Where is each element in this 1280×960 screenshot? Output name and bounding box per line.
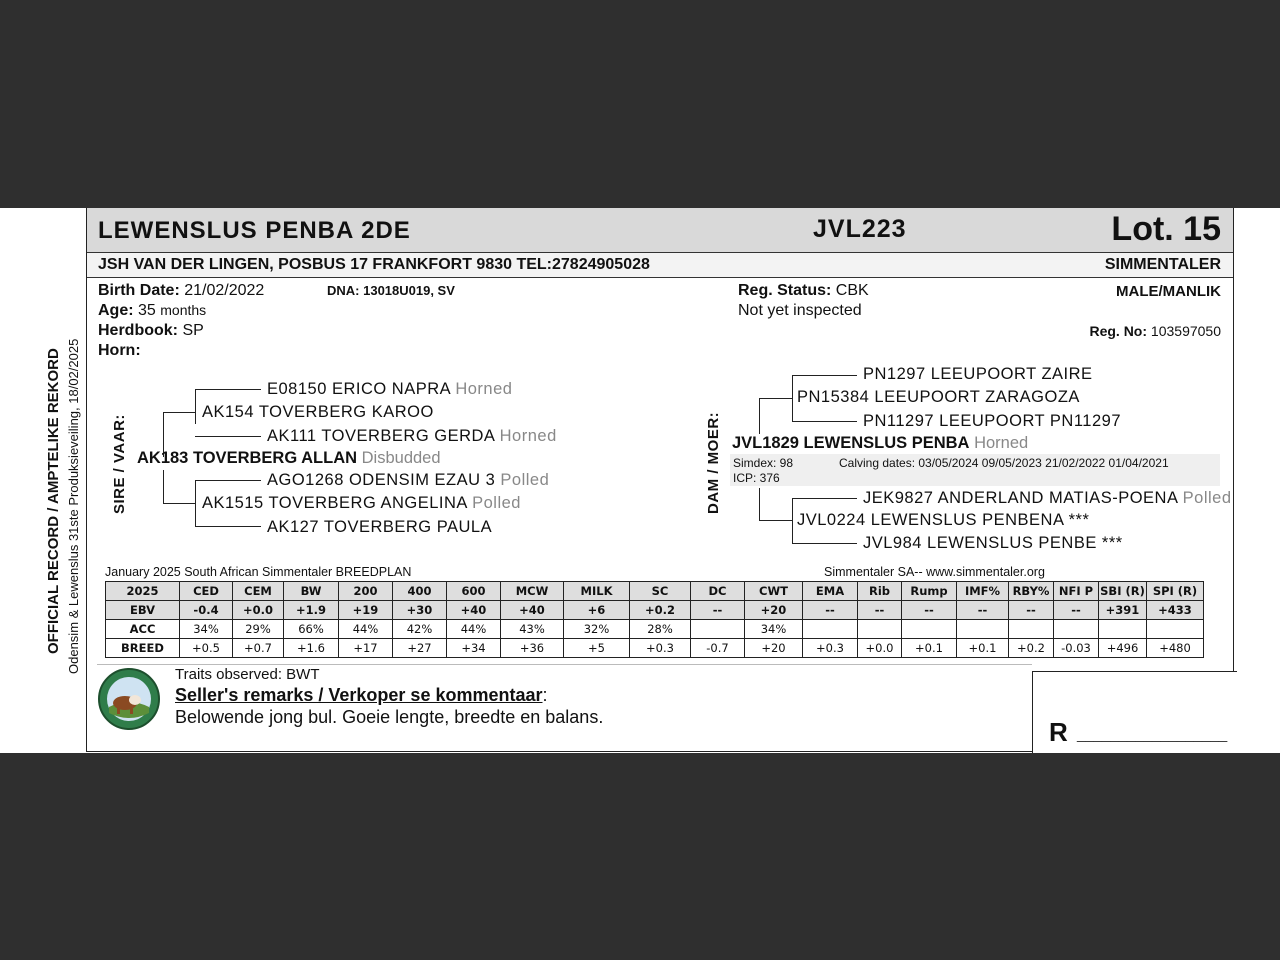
breedplan-header: Rump xyxy=(902,582,957,601)
breedplan-cell: 66% xyxy=(284,620,339,639)
breedplan-header: Rib xyxy=(858,582,902,601)
breedplan-header: CED xyxy=(180,582,233,601)
breedplan-cell: +0.0 xyxy=(233,601,284,620)
breedplan-cell: EBV xyxy=(106,601,180,620)
age-unit: months xyxy=(160,302,207,318)
breedplan-cell: +0.0 xyxy=(858,639,902,658)
sire-sire: AK154 TOVERBERG KAROO xyxy=(202,403,434,421)
dam-sire-dam: PN11297 LEEUPOORT PN11297 xyxy=(863,412,1122,430)
breedplan-header: RBY% xyxy=(1009,582,1054,601)
birth-date-value: 21/02/2022 xyxy=(184,282,265,299)
dam-dam-sire-note: Polled xyxy=(1182,489,1232,507)
official-record-label: OFFICIAL RECORD / AMPTELIKE REKORD xyxy=(45,348,62,654)
breedplan-cell: -0.03 xyxy=(1054,639,1099,658)
seller-remarks-title: Seller's remarks / Verkoper se kommentaar xyxy=(175,685,543,705)
dam-calving-dates: Calving dates: 03/05/2024 09/05/2023 21/02/2022 01/04/2021 xyxy=(839,456,1169,470)
owner-bar xyxy=(87,253,1233,278)
breedplan-cell: -- xyxy=(957,601,1009,620)
breedplan-cell: +0.2 xyxy=(1009,639,1054,658)
breedplan-header: BW xyxy=(284,582,339,601)
breedplan-header: 200 xyxy=(339,582,393,601)
breedplan-cell: +0.5 xyxy=(180,639,233,658)
inspection-status: Not yet inspected xyxy=(738,302,862,319)
lot-number: Lot. 15 xyxy=(1111,210,1221,248)
breedplan-cell: +0.3 xyxy=(630,639,691,658)
breedplan-cell: +19 xyxy=(339,601,393,620)
breedplan-cell: 44% xyxy=(339,620,393,639)
horn-label: Horn: xyxy=(98,342,141,359)
sire-name xyxy=(137,449,441,468)
breedplan-cell xyxy=(858,620,902,639)
seller-remarks-title-line xyxy=(175,685,548,706)
breedplan-header: EMA xyxy=(803,582,858,601)
dam-name-text: JVL1829 LEWENSLUS PENBA xyxy=(732,434,970,452)
breedplan-table xyxy=(105,581,1204,658)
breed-name: SIMMENTALER xyxy=(1104,256,1221,273)
breedplan-cell: +496 xyxy=(1099,639,1147,658)
breedplan-cell: 29% xyxy=(233,620,284,639)
breedplan-cell: +30 xyxy=(393,601,447,620)
sire-name-text: AK183 TOVERBERG ALLAN xyxy=(137,449,358,467)
breedplan-caption: January 2025 South African Simmentaler BREEDPLAN xyxy=(105,565,412,579)
breedplan-cell xyxy=(957,620,1009,639)
sire-sire-sire-name: E08150 ERICO NAPRA xyxy=(267,380,451,398)
breedplan-cell: +391 xyxy=(1099,601,1147,620)
breedplan-cell: +0.1 xyxy=(957,639,1009,658)
breedplan-header: SPI (R) xyxy=(1147,582,1204,601)
herdbook-value: SP xyxy=(182,322,204,339)
breedplan-cell: -- xyxy=(902,601,957,620)
sire-sire-dam xyxy=(267,427,557,446)
breedplan-cell: +34 xyxy=(447,639,501,658)
sire-sire-sire xyxy=(267,380,512,399)
sex: MALE/MANLIK xyxy=(1116,283,1221,300)
breedplan-header: NFI P xyxy=(1054,582,1099,601)
owner-info: JSH VAN DER LINGEN, POSBUS 17 FRANKFORT 9830 TEL:27824905028 xyxy=(98,256,650,273)
herdbook-label: Herdbook: xyxy=(98,322,178,339)
breedplan-header: CWT xyxy=(745,582,803,601)
age-label: Age: xyxy=(98,302,134,319)
breedplan-cell: -- xyxy=(803,601,858,620)
sire-sire-dam-note: Horned xyxy=(499,427,557,445)
breedplan-cell: -- xyxy=(1009,601,1054,620)
breedplan-cell: 32% xyxy=(564,620,630,639)
breedplan-cell: +0.1 xyxy=(902,639,957,658)
simmentaler-logo-icon xyxy=(97,667,161,731)
breedplan-cell: -- xyxy=(691,601,745,620)
sire-dam-sire-note: Polled xyxy=(500,471,550,489)
breedplan-source: Simmentaler SA-- www.simmentaler.org xyxy=(824,565,1045,579)
breedplan-cell: +20 xyxy=(745,601,803,620)
breedplan-cell: +5 xyxy=(564,639,630,658)
price-line: __________________ xyxy=(1077,726,1228,743)
breedplan-header: DC xyxy=(691,582,745,601)
breedplan-cell xyxy=(1099,620,1147,639)
lot-card-page xyxy=(0,208,1280,753)
breedplan-header: SC xyxy=(630,582,691,601)
breedplan-cell xyxy=(1147,620,1204,639)
breedplan-cell xyxy=(691,620,745,639)
reg-status-value: CBK xyxy=(835,282,869,299)
dam-dam-dam: JVL984 LEWENSLUS PENBE *** xyxy=(863,534,1123,552)
breedplan-header-row xyxy=(106,582,1204,601)
sire-sire-dam-name: AK111 TOVERBERG GERDA xyxy=(267,427,495,445)
breedplan-cell: +1.9 xyxy=(284,601,339,620)
breedplan-cell: -- xyxy=(1054,601,1099,620)
dam-label: DAM / MOER: xyxy=(705,411,722,514)
breedplan-cell: -0.7 xyxy=(691,639,745,658)
birth-date-label: Birth Date: xyxy=(98,282,180,299)
breedplan-cell: +20 xyxy=(745,639,803,658)
birth-date xyxy=(98,282,264,300)
animal-name: LEWENSLUS PENBA 2DE xyxy=(98,217,411,244)
breedplan-cell: 42% xyxy=(393,620,447,639)
breedplan-cell: BREED xyxy=(106,639,180,658)
breedplan-cell: 34% xyxy=(745,620,803,639)
reg-no-label: Reg. No: xyxy=(1089,323,1148,339)
dam-dam-sire xyxy=(863,489,1232,508)
breedplan-cell: +6 xyxy=(564,601,630,620)
traits-observed: Traits observed: BWT xyxy=(175,666,320,683)
breedplan-cell: +17 xyxy=(339,639,393,658)
breedplan-ebv-row xyxy=(106,601,1204,620)
sire-dam-name: AK1515 TOVERBERG ANGELINA xyxy=(202,494,468,512)
lot-card xyxy=(86,208,1234,752)
breedplan-cell xyxy=(902,620,957,639)
price-box xyxy=(1032,671,1237,753)
age-value: 35 xyxy=(138,302,156,319)
breedplan-cell: 44% xyxy=(447,620,501,639)
breedplan-cell xyxy=(1054,620,1099,639)
sire-dam-sire-name: AGO1268 ODENSIM EZAU 3 xyxy=(267,471,496,489)
dam-name-note: Horned xyxy=(974,434,1029,452)
breedplan-cell: +36 xyxy=(501,639,564,658)
reg-no-value: 103597050 xyxy=(1150,323,1221,339)
breedplan-cell: 34% xyxy=(180,620,233,639)
breedplan-cell: ACC xyxy=(106,620,180,639)
breedplan-header: CEM xyxy=(233,582,284,601)
breedplan-cell: 43% xyxy=(501,620,564,639)
sire-dam xyxy=(202,494,521,513)
seller-remarks-text: Belowende jong bul. Goeie lengte, breedte en balans. xyxy=(175,707,604,727)
breedplan-cell: +40 xyxy=(447,601,501,620)
reg-status-label: Reg. Status: xyxy=(738,282,832,299)
breedplan-cell: -0.4 xyxy=(180,601,233,620)
animal-code: JVL223 xyxy=(813,215,907,243)
dam-dam: JVL0224 LEWENSLUS PENBENA *** xyxy=(797,511,1090,529)
age xyxy=(98,302,206,320)
breedplan-cell: +433 xyxy=(1147,601,1204,620)
sire-name-note: Disbudded xyxy=(361,449,441,467)
breedplan-cell: +1.6 xyxy=(284,639,339,658)
breedplan-cell: 28% xyxy=(630,620,691,639)
dam-dam-sire-name: JEK9827 ANDERLAND MATIAS-POENA xyxy=(863,489,1178,507)
auction-label: Odensim & Lewenslus 31ste Produksieveiling, 18/02/2025 xyxy=(66,338,81,674)
breedplan-breed-row xyxy=(106,639,1204,658)
breedplan-cell xyxy=(1009,620,1054,639)
breedplan-header: MILK xyxy=(564,582,630,601)
breedplan-header: IMF% xyxy=(957,582,1009,601)
dam-sire-sire: PN1297 LEEUPOORT ZAIRE xyxy=(863,365,1093,383)
sire-dam-sire xyxy=(267,471,549,490)
breedplan-header: 2025 xyxy=(106,582,180,601)
breedplan-header: 600 xyxy=(447,582,501,601)
title-bar xyxy=(87,208,1233,253)
reg-status xyxy=(738,282,869,300)
breedplan-cell: +480 xyxy=(1147,639,1204,658)
dam-simdex: Simdex: 98 xyxy=(733,456,794,470)
sire-label: SIRE / VAAR: xyxy=(111,414,128,514)
breedplan-cell: +0.7 xyxy=(233,639,284,658)
breedplan-header: MCW xyxy=(501,582,564,601)
seller-remarks-colon: : xyxy=(542,685,548,705)
dam-name xyxy=(732,434,1028,453)
dam-icp: ICP: 376 xyxy=(733,471,780,485)
dam-sire: PN15384 LEEUPOORT ZARAGOZA xyxy=(797,388,1080,406)
dna-info: DNA: 13018U019, SV xyxy=(327,283,455,298)
sire-dam-dam: AK127 TOVERBERG PAULA xyxy=(267,518,493,536)
reg-no xyxy=(1089,323,1221,339)
breedplan-cell: -- xyxy=(858,601,902,620)
breedplan-cell xyxy=(803,620,858,639)
divider xyxy=(97,664,1032,665)
simmentaler-logo xyxy=(97,667,161,731)
breedplan-cell: +0.2 xyxy=(630,601,691,620)
breedplan-acc-row xyxy=(106,620,1204,639)
herdbook xyxy=(98,322,204,340)
breedplan-cell: +0.3 xyxy=(803,639,858,658)
price-currency: R xyxy=(1049,717,1068,747)
breedplan-cell: +27 xyxy=(393,639,447,658)
breedplan-header: 400 xyxy=(393,582,447,601)
breedplan-header: SBI (R) xyxy=(1099,582,1147,601)
breedplan-cell: +40 xyxy=(501,601,564,620)
sire-dam-note: Polled xyxy=(472,494,521,512)
sire-sire-sire-note: Horned xyxy=(455,380,513,398)
